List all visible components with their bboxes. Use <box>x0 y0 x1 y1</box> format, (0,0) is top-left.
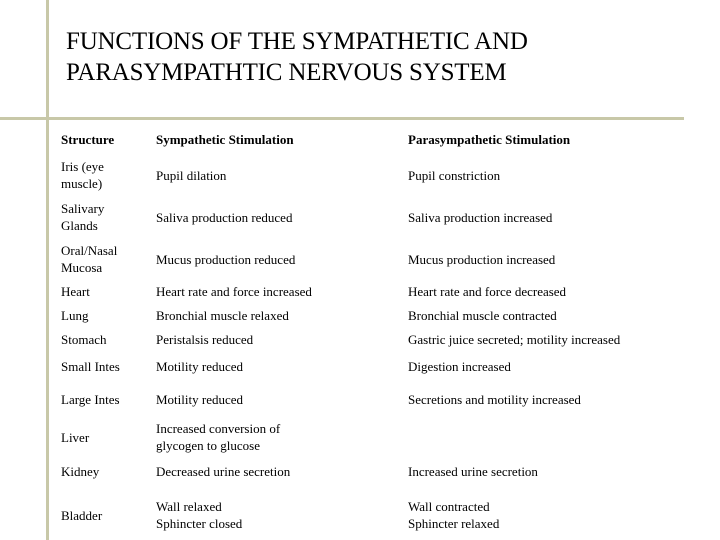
cell-parasympathetic: Increased urine secretion <box>408 464 538 479</box>
cell-sympathetic: Saliva production reduced <box>156 210 293 225</box>
cell-structure: Heart <box>61 284 90 299</box>
cell-parasympathetic: Saliva production increased <box>408 210 553 225</box>
cell-structure: Stomach <box>61 332 107 347</box>
title-line-1: FUNCTIONS OF THE SYMPATHETIC AND <box>66 28 528 55</box>
cell-parasympathetic: Heart rate and force decreased <box>408 284 567 299</box>
cell-sympathetic: Bronchial muscle relaxed <box>156 308 289 323</box>
cell-sympathetic: Wall relaxed Sphincter closed <box>156 499 243 531</box>
cell-structure: Lung <box>61 308 89 323</box>
header-sympathetic: Sympathetic Stimulation <box>156 132 294 147</box>
cell-structure: Liver <box>61 430 90 445</box>
cell-sympathetic: Heart rate and force increased <box>156 284 312 299</box>
slide-title <box>66 26 528 88</box>
vertical-accent-line <box>46 0 49 540</box>
cell-parasympathetic: Pupil constriction <box>408 168 501 183</box>
cell-parasympathetic: Mucus production increased <box>408 252 556 267</box>
cell-parasympathetic: Secretions and motility increased <box>408 392 581 407</box>
cell-parasympathetic: Digestion increased <box>408 359 511 374</box>
cell-sympathetic: Mucus production reduced <box>156 252 296 267</box>
cell-sympathetic: Increased conversion of glycogen to glucose <box>156 421 281 453</box>
horizontal-accent-line <box>0 117 684 120</box>
cell-parasympathetic: Wall contracted Sphincter relaxed <box>408 499 500 531</box>
cell-sympathetic: Motility reduced <box>156 359 244 374</box>
cell-structure: Kidney <box>61 464 100 479</box>
cell-structure: Oral/Nasal Mucosa <box>61 243 118 275</box>
cell-sympathetic: Peristalsis reduced <box>156 332 254 347</box>
header-structure: Structure <box>61 132 115 147</box>
cell-sympathetic: Pupil dilation <box>156 168 227 183</box>
title-line-2: PARASYMPATHTIC NERVOUS SYSTEM <box>66 59 507 86</box>
cell-structure: Bladder <box>61 508 103 523</box>
cell-structure: Small Intes <box>61 359 120 374</box>
header-parasympathetic: Parasympathetic Stimulation <box>408 132 571 147</box>
cell-structure: Salivary Glands <box>61 201 105 233</box>
cell-parasympathetic: Gastric juice secreted; motility increased <box>408 332 621 347</box>
cell-sympathetic: Decreased urine secretion <box>156 464 291 479</box>
cell-structure: Iris (eye muscle) <box>61 159 104 191</box>
cell-parasympathetic: Bronchial muscle contracted <box>408 308 557 323</box>
cell-sympathetic: Motility reduced <box>156 392 244 407</box>
cell-structure: Large Intes <box>61 392 120 407</box>
